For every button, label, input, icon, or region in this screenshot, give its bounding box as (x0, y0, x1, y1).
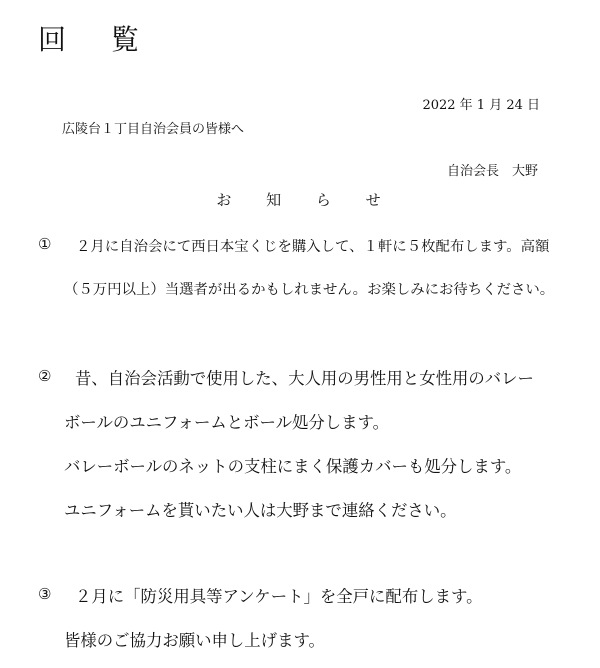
item-line: ２月に「防災用具等アンケート」を全戸に配布します。 (75, 587, 483, 606)
item-number: ② (38, 367, 52, 385)
item-number: ① (38, 235, 52, 253)
sender-line: 自治会長 大野 (446, 164, 538, 179)
item-line: 昔、自治会活動で使用した、大人用の男性用と女性用のバレー (75, 369, 534, 388)
item-number: ③ (38, 585, 52, 603)
item-line: （５万円以上）当選者が出るかもしれません。お楽しみにお待ちください。 (64, 282, 555, 298)
item-line: 皆様のご協力お願い申し上げます。 (64, 631, 325, 650)
recipient-line: 広陵台１丁目自治会員の皆様へ (62, 122, 245, 137)
item-line: ボールのユニフォームとボール処分します。 (64, 413, 390, 432)
document-date: 2022 年 1 月 24 日 (422, 98, 540, 113)
item-line: ユニフォームを貰いたい人は大野まで連絡ください。 (64, 501, 457, 520)
notice-heading: お 知 ら せ (216, 191, 396, 209)
document-title: 回 覧 (38, 23, 157, 56)
item-line: ２月に自治会にて西日本宝くじを購入して、１軒に５枚配布します。高額 (76, 239, 550, 255)
item-line: バレーボールのネットの支柱にまく保護カバーも処分します。 (64, 457, 522, 476)
